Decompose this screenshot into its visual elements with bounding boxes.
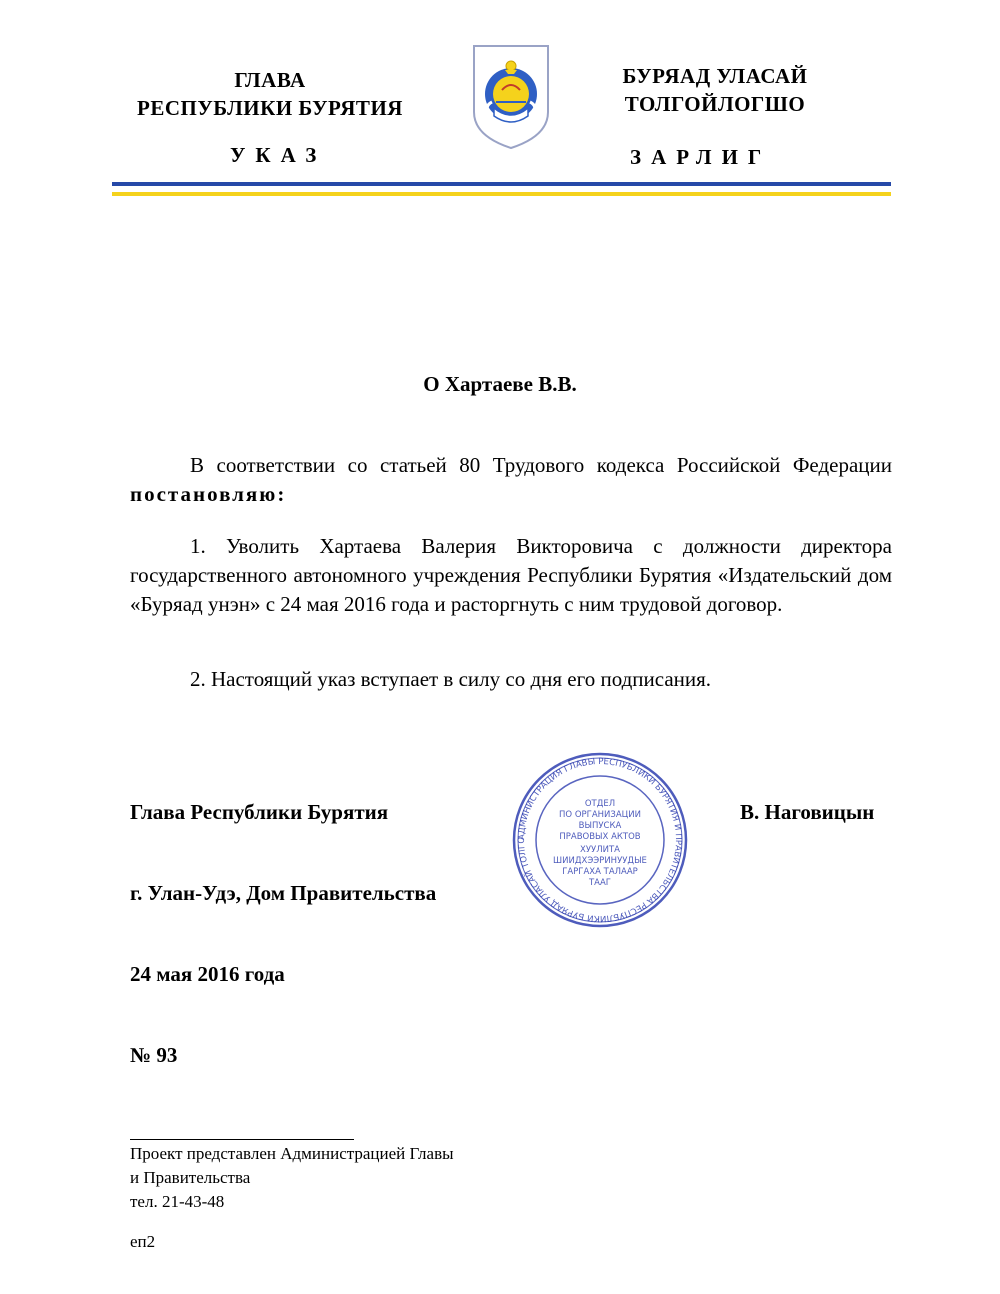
signer-name: В. Наговицын (740, 800, 875, 824)
official-stamp (510, 750, 690, 930)
signer-title: Глава Республики Бурятия (130, 800, 389, 824)
stamp-ring-text: АДМИНИСТРАЦИЯ ГЛАВЫ РЕСПУБЛИКИ БУРЯТИЯ И ПРАВИТЕЛЬСТВА РЕСПУБЛИКИ БУРЯАД УЛАСАЙ ТОЛГО (516, 756, 684, 924)
decree-verb: постановляю: (130, 482, 287, 506)
header-left-line1: ГЛАВА (234, 68, 306, 92)
header-left-block (120, 66, 420, 122)
footnote-divider (130, 1139, 354, 1140)
footnote-line: и Правительства (130, 1168, 251, 1187)
document-type-bua: ЗАРЛИГ (630, 145, 772, 169)
decree-item-1: 1. Уволить Хартаева Валерия Викторовича с должности директора государственного автономного учреждения Республики Бурятия «Издательский дом «Буряад унэн» с 24 мая 2016 года и расторгнуть с ним трудовой договор. (130, 534, 892, 616)
footnote-phone: тел. 21-43-48 (130, 1192, 225, 1211)
stamp-center-line: ШИИДХЭЭРИНУУДЫЕ (553, 856, 647, 866)
header-stripe-yellow (112, 192, 891, 196)
decree-number: № 93 (130, 1043, 178, 1067)
document-subject: О Хартаеве В.В. (423, 372, 577, 396)
header-stripe-blue (112, 182, 891, 186)
basis-text: В соответствии со статьей 80 Трудового кодекса Российской Федерации (190, 453, 892, 477)
footnote-line: Проект представлен Администрацией Главы (130, 1144, 454, 1163)
header-right-line1: БУРЯАД УЛАСАЙ (622, 64, 808, 88)
stamp-center-line: ПРАВОВЫХ АКТОВ (559, 832, 641, 842)
header-left-line2: РЕСПУБЛИКИ БУРЯТИЯ (137, 96, 403, 120)
header-right-block (600, 62, 830, 118)
stamp-center-line: ВЫПУСКА (578, 821, 622, 831)
stamp-center-line: ОТДЕЛ (584, 799, 616, 809)
decree-item-2: 2. Настоящий указ вступает в силу со дня его подписания. (190, 667, 712, 691)
issue-date: 24 мая 2016 года (130, 962, 285, 986)
basis-paragraph (130, 451, 892, 509)
header-right-line2: ТОЛГОЙЛОГШО (624, 92, 806, 116)
issue-place: г. Улан-Удэ, Дом Правительства (130, 881, 437, 905)
document-code: еп2 (130, 1232, 156, 1251)
stamp-center-line: ХУУЛИТА (580, 845, 620, 855)
stamp-center-line: ТААГ (588, 878, 612, 888)
stamp-center-line: ГАРГАХА ТАЛААР (562, 867, 638, 877)
document-type-ru: УКАЗ (230, 143, 327, 167)
coat-of-arms-icon (470, 42, 552, 150)
stamp-center-line: ПО ОРГАНИЗАЦИИ (559, 810, 641, 820)
